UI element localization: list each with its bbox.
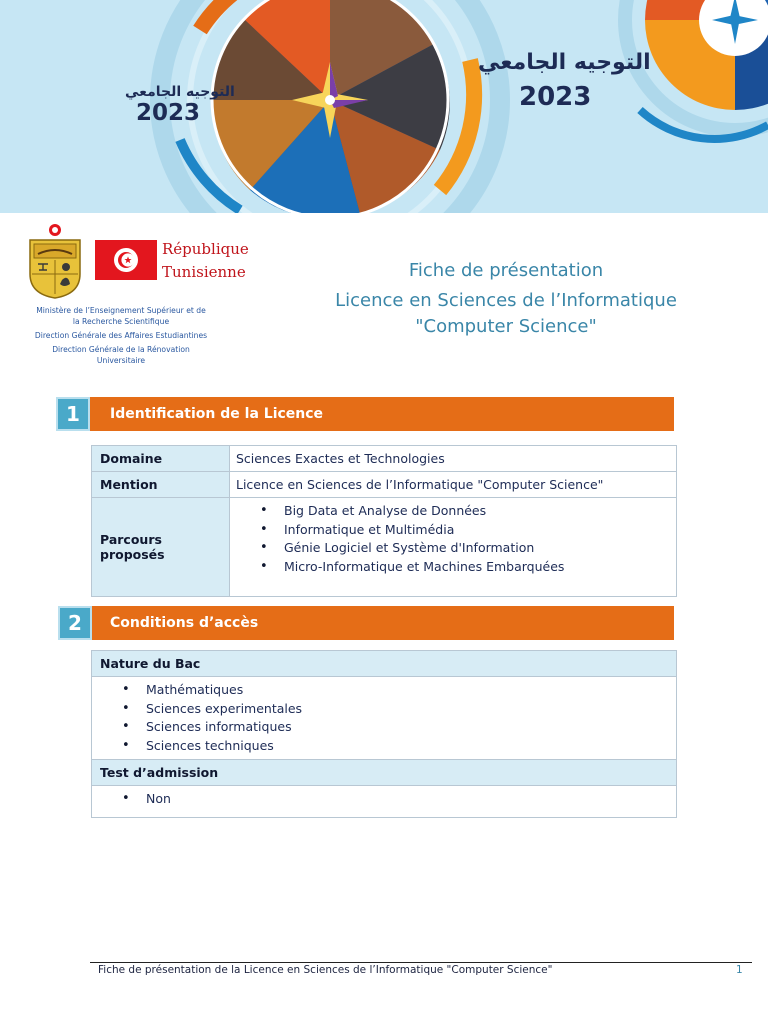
list-item: • Informatique et Multimédia [254,521,670,540]
document-title-line2: Licence en Sciences de l’Informatique [335,290,677,311]
test-list [116,790,676,809]
ministry-block [16,305,226,366]
section-1-header [90,397,674,431]
mention-value: Licence en Sciences de l’Informatique "Computer Science" [230,472,677,498]
list-item: • Sciences informatiques [116,718,676,737]
domaine-label: Domaine [92,446,230,472]
domaine-value: Sciences Exactes et Technologies [230,446,677,472]
republic-label-line1: République [162,240,249,258]
test-values [92,786,676,817]
section-1-title: Identification de la Licence [110,406,324,422]
document-title-line3: "Computer Science" [415,316,597,337]
ministry-line: la Recherche Scientifique [72,317,170,326]
table-row [92,472,677,498]
ministry-line: Direction Générale de la Rénovation [52,345,190,354]
table-row [92,498,677,597]
identification-table [91,445,677,597]
list-item: • Sciences techniques [116,737,676,756]
list-item: • Non [116,790,676,809]
bac-label: Nature du Bac [92,651,676,677]
banner-year-left: 2023 [136,100,201,126]
list-item: • Mathématiques [116,681,676,700]
ministry-line: Direction Générale des Affaires Estudiantines [34,331,208,340]
tunisia-coat-of-arms-icon [24,222,86,300]
banner-year-right: 2023 [519,82,592,112]
republic-label-line2: Tunisienne [162,263,246,281]
ministry-line: Ministère de l’Enseignement Supérieur et de [36,306,206,315]
ministry-line: Universitaire [96,356,146,365]
list-item: • Big Data et Analyse de Données [254,502,670,521]
tunisia-flag-icon [95,240,157,280]
section-2-number-badge: 2 [58,606,92,640]
section-1-number-badge: 1 [56,397,90,431]
section-2-header [90,606,674,640]
document-title-line1: Fiche de présentation [408,260,604,281]
banner-arabic-right: التوجيه الجامعي [478,50,651,75]
bac-list [116,681,676,755]
footer-divider [90,962,752,963]
footer-text: Fiche de présentation de la Licence en Sciences de l’Informatique "Computer Science" [98,964,553,976]
list-item: • Génie Logiciel et Système d'Information [254,539,670,558]
mention-label: Mention [92,472,230,498]
page-number: 1 [736,964,743,976]
conditions-table [91,650,677,818]
list-item: • Micro-Informatique et Machines Embarquées [254,558,670,577]
banner-arabic-left: التوجيه الجامعي [125,84,235,100]
parcours-list [236,502,670,576]
test-label: Test d’admission [92,760,676,786]
parcours-value [230,498,677,597]
table-row [92,446,677,472]
list-item: • Sciences experimentales [116,700,676,719]
bac-values [92,677,676,760]
section-2-title: Conditions d’accès [110,615,259,631]
parcours-label: Parcours proposés [92,498,230,597]
header-banner [0,0,768,213]
compass-wheel-illustration [0,0,768,213]
